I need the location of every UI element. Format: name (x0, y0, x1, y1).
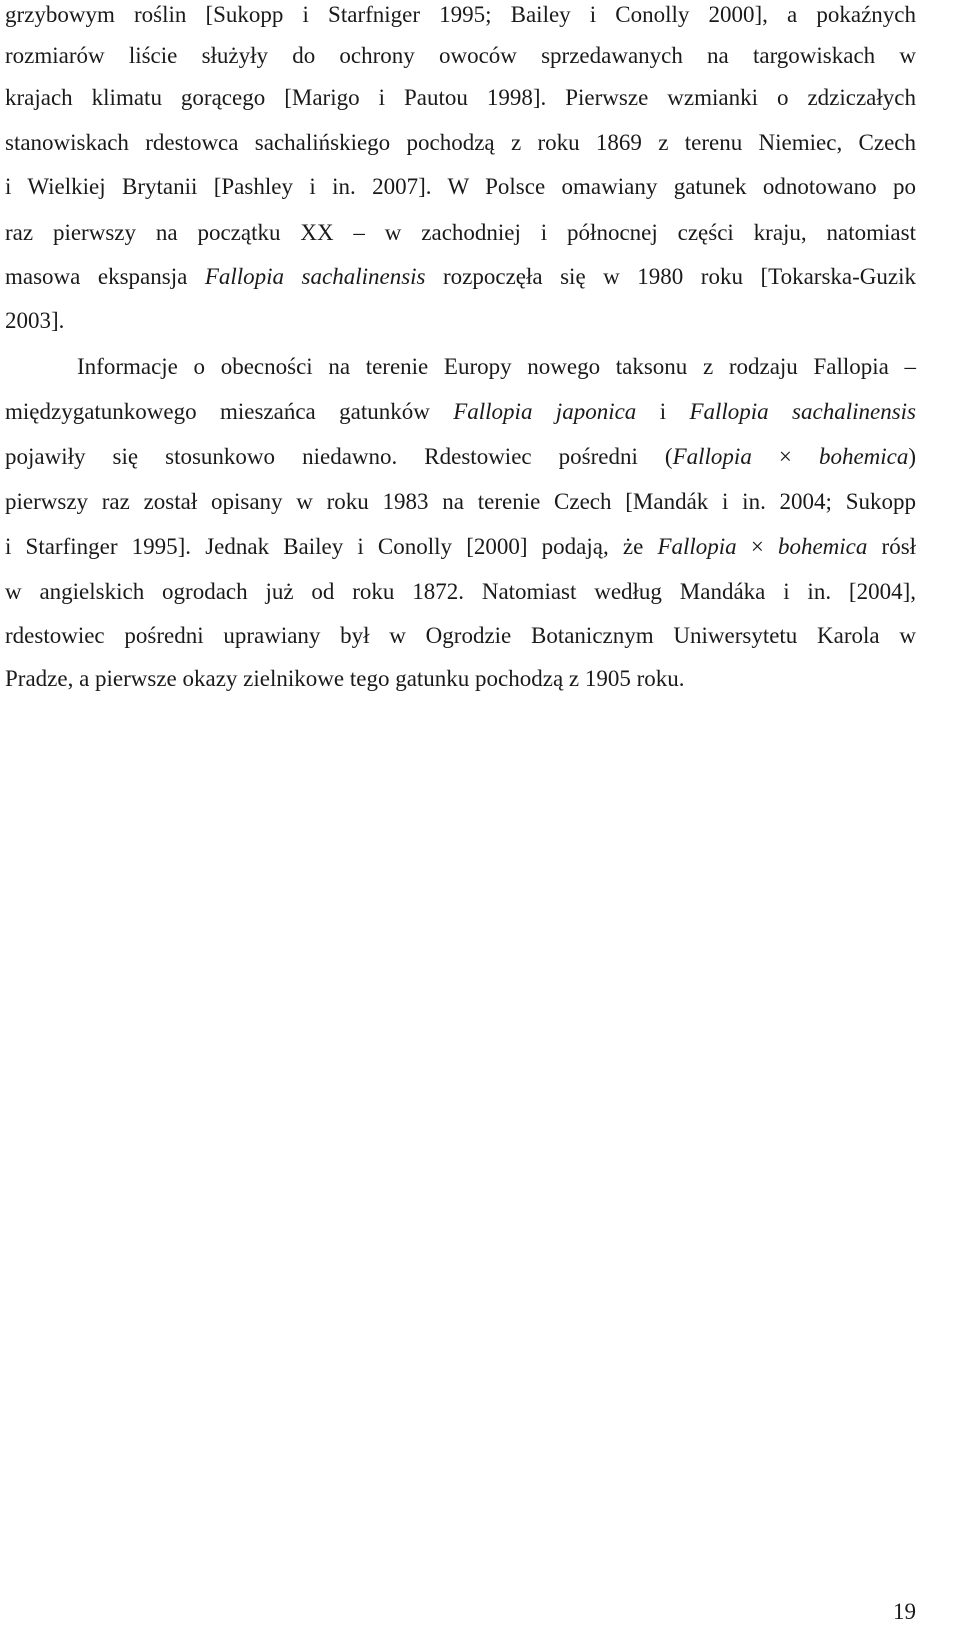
species-name-bohemica: bohemica (777, 534, 868, 559)
species-name-fallopia: Fallopia (672, 444, 752, 469)
hybrid-cross-symbol: × (750, 534, 764, 559)
species-name-fallopia: Fallopia (657, 534, 737, 559)
paragraph-2-line-2 (5, 397, 916, 427)
paragraph-2-line-5-text-a: i Starfinger 1995]. Jednak Bailey i Conolly [2000] podają, że (5, 534, 644, 559)
paragraph-2-line-2-text-c: i (659, 399, 667, 424)
species-name-fallopia-sachalinensis: Fallopia sachalinensis (689, 399, 916, 424)
paragraph-1-line-3: krajach klimatu gorącego [Marigo i Pautou 1998]. Pierwsze wzmianki o zdziczałych (5, 85, 916, 110)
paragraph-1-line-7 (5, 262, 916, 292)
paragraph-2-line-3-text-e: ) (908, 444, 917, 469)
species-name-fallopia-japonica: Fallopia japonica (453, 399, 637, 424)
paragraph-1-line-4: stanowiskach rdestowca sachalińskiego pochodzą z roku 1869 z terenu Niemiec, Czech (5, 130, 916, 155)
paragraph-1-line-7-text-a: masowa ekspansja (5, 264, 188, 289)
paragraph-2-line-2-text-a: międzygatunkowego mieszańca gatunków (5, 399, 430, 424)
paragraph-2-line-8: Pradze, a pierwsze okazy zielnikowe tego gatunku pochodzą z 1905 roku. (5, 666, 685, 691)
paragraph-1-line-8: 2003]. (5, 308, 65, 333)
species-name-fallopia-sachalinensis: Fallopia sachalinensis (204, 264, 426, 289)
paragraph-1-line-6: raz pierwszy na początku XX – w zachodniej i północnej części kraju, natomiast (5, 220, 916, 245)
paragraph-2-line-7: rdestowiec pośredni uprawiany był w Ogrodzie Botanicznym Uniwersytetu Karola w (5, 623, 916, 648)
paragraph-2-line-1: Informacje o obecności na terenie Europy nowego taksonu z rodzaju Fallopia – (77, 354, 916, 379)
paragraph-2-line-3 (5, 442, 916, 472)
paragraph-2-line-3-text-a: pojawiły się stosunkowo niedawno. Rdestowiec pośredni ( (5, 444, 673, 469)
species-name-bohemica: bohemica (818, 444, 909, 469)
paragraph-1-line-7-text-c: rozpoczęła się w 1980 roku [Tokarska-Guzik (443, 264, 916, 289)
paragraph-2-line-6: w angielskich ogrodach już od roku 1872. Natomiast według Mandáka i in. [2004], (5, 579, 916, 604)
page-number: 19 (893, 1599, 916, 1624)
paragraph-2-line-5-text-e: rósł (881, 534, 917, 559)
hybrid-cross-symbol: × (778, 444, 792, 469)
paragraph-2-line-4: pierwszy raz został opisany w roku 1983 na terenie Czech [Mandák i in. 2004; Sukopp (5, 489, 916, 514)
paragraph-1-line-5: i Wielkiej Brytanii [Pashley i in. 2007]. W Polsce omawiany gatunek odnotowano po (5, 174, 916, 199)
paragraph-2-line-5 (5, 532, 916, 562)
paragraph-1-line-1: grzybowym roślin [Sukopp i Starfniger 1995; Bailey i Conolly 2000], a pokaźnych (5, 2, 916, 27)
paragraph-1-line-2: rozmiarów liście służyły do ochrony owoców sprzedawanych na targowiskach w (5, 43, 916, 68)
